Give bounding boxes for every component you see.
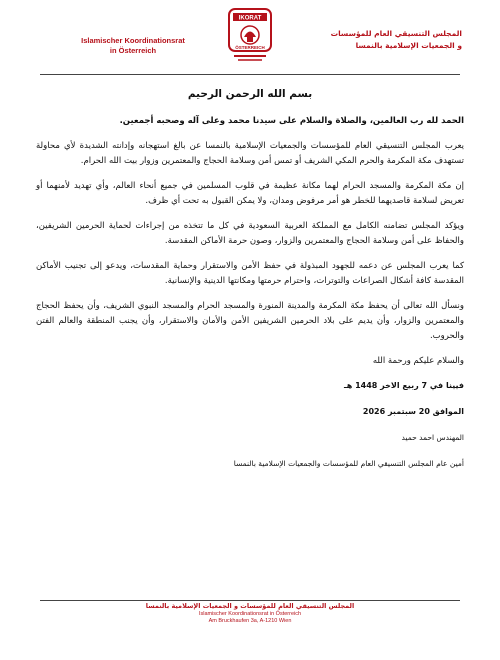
- closing: والسلام عليكم ورحمة الله: [372, 356, 464, 366]
- basmala: بسم الله الرحمن الرحيم: [187, 88, 313, 100]
- logo-text-bottom: ÖSTERREICH: [235, 45, 265, 50]
- letterhead-arabic-name: [287, 28, 462, 52]
- paragraph-condemnation: يعرب المجلس التنسيقي العام للمؤسسات والجمعيات الإسلامية بالنمسا عن بالغ استهجانه وإدانته الشديدة لأي محاولة تستهدف مكة المكرمة والحرم المكي الشريف أو تمس أمن وسلامة الحجاج والمعتمرين وزوار بيت الله الحرام.: [36, 141, 464, 166]
- logo-text-top: IKORAT: [238, 15, 262, 22]
- signatory-name: المهندس احمد حميد: [401, 433, 464, 442]
- footer-address: Am Bruckhaufen 3a, A-1210 Wien: [208, 618, 292, 624]
- footer-german-name: Islamischer Koordinationsrat in Österreich: [198, 611, 302, 617]
- gregorian-date: الموافق 20 سبتمبر 2026: [362, 407, 464, 416]
- paragraph-support: كما يعرب المجلس عن دعمه للجهود المبذولة في حفظ الأمن والاستقرار وحماية المقدسات، ويدعو إلى تجنيب الأماكن المقدسة كافة أشكال الصراعات والتوترات، واحترام حرمتها ومكانتها الدينية والإنسانية.: [36, 261, 464, 286]
- paragraph-status: إن مكة المكرمة والمسجد الحرام لهما مكانة عظيمة في قلوب المسلمين في جميع أنحاء العالم، وأي تهديد لأمنهما أو تعريض لسلامة قاصديهما للخطر هو أمر مرفوض ومدان، ولا يمكن القبول به تحت أي ظرف.: [36, 181, 464, 206]
- letterhead-german-name: [58, 36, 208, 56]
- letter-footer: [0, 602, 500, 625]
- greeting: الحمد لله رب العالمين، والصلاة والسلام على سيدنا محمد وعلى آله وصحبه أجمعين.: [119, 116, 464, 126]
- letterhead-arabic-line2: و الجمعيات الإسلامية بالنمسا: [355, 41, 462, 50]
- letterhead: [0, 0, 500, 82]
- paragraph-solidarity: ويؤكد المجلس تضامنه الكامل مع المملكة العربية السعودية في كل ما تتخذه من إجراءات لحماية الحرمين الشريفين، والحفاظ على أمن وسلامة الحجاج والمعتمرين والزوار، وصون حرمة الأماكن المقدسة.: [36, 221, 464, 246]
- letterhead-german-line1: Islamischer Koordinationsrat: [81, 36, 185, 45]
- hijri-date: فيينا في 7 ربيع الاخر 1448 هـ: [343, 381, 464, 390]
- letterhead-german-line2: in Österreich: [109, 46, 157, 55]
- paragraph-prayer: ونسأل الله تعالى أن يحفظ مكة المكرمة والمدينة المنورة والمسجد الحرام والمسجد النبوي الشريف، وأن يحفظ الحجاج والمعتمرين والزوار، وأن يديم على بلاد الحرمين الشريفين الأمن والأمان والاستقرار، وأن يجنب المنطقة والعالم الفتن والحروب.: [36, 301, 464, 341]
- letterhead-arabic-line1: المجلس التنسيقي العام للمؤسسات: [330, 29, 462, 38]
- footer-arabic-name: المجلس التنسيقي العام للمؤسسات و الجمعيات الإسلامية بالنمسا: [145, 602, 355, 610]
- letter-body: [36, 88, 464, 470]
- organization-logo: [226, 6, 274, 66]
- header-divider: [40, 74, 460, 75]
- signatory-title: أمين عام المجلس التنسيقي العام للمؤسسات والجمعيات الإسلامية بالنمسا: [233, 459, 464, 468]
- footer-divider: [40, 600, 460, 601]
